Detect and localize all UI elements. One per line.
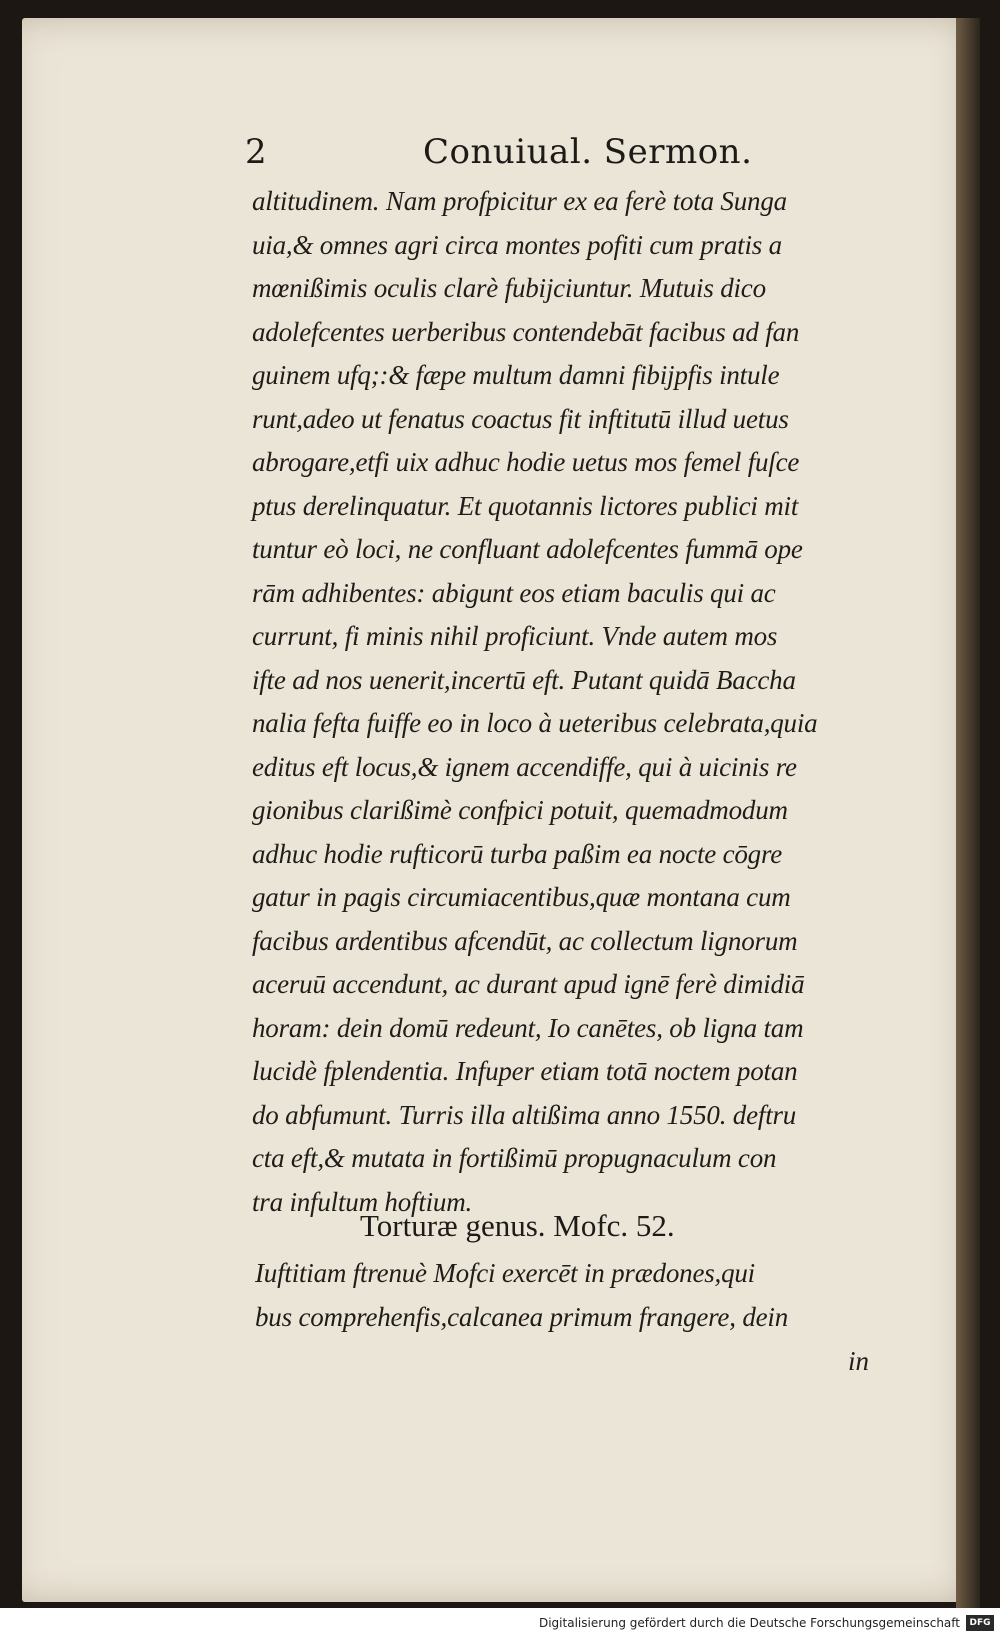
text-line: altitudinem. Nam profpicitur ex ea ferè tota Sunga [252,186,787,216]
text-line: abrogare,etfi uix adhuc hodie uetus mos femel fuſce [252,447,800,477]
text-line: aceruū accendunt, ac durant apud ignē ferè dimidiā [252,969,805,999]
text-line: rām adhibentes: abigunt eos etiam baculis qui ac [252,577,776,608]
footer-credit: Digitalisierung gefördert durch die Deutsche Forschungsgemeinschaft [538,1616,960,1630]
text-line: tra infultum hoftium. [252,1186,473,1217]
text-line: adhuc hodie rufticorū turba paßim ea nocte cōgre [252,838,783,869]
text-line: guinem ufq;:& fæpe multum damni fibijpfis intule [252,360,780,390]
text-line: uia,& omnes agri circa montes pofiti cum pratis a [252,229,782,260]
text-line: runt,adeo ut fenatus coactus fit inftitutū illud uetus [252,403,789,434]
page-header [245,132,765,178]
text-line: facibus ardentibus afcendūt, ac collectum lignorum [252,925,798,956]
text-line: ifte ad nos uenerit,incertū eft. Putant quidā Baccha [252,664,796,695]
text-line: gionibus clarißimè confpici potuit, quemadmodum [252,795,788,825]
text-line: bus comprehenfis,calcanea primum frangere, dein [255,1301,788,1332]
text-line: currunt, fi minis nihil proficiunt. Vnde autem mos [252,621,778,651]
dfg-logo: DFG [966,1615,994,1631]
text-line: cta eft,& mutata in fortißimū propugnaculum con [252,1143,777,1173]
section-text [255,1252,895,1339]
catchword: in [848,1346,870,1376]
text-line: mœnißimis oculis clarè fubijciuntur. Mutuis dico [252,273,766,303]
page-number: 2 [245,132,267,172]
text-line: Iuftitiam ftrenuè Mofci exercēt in prædones,qui [255,1258,755,1288]
page-edge [956,18,980,1618]
body-text [252,180,892,1224]
text-line: tuntur eò loci, ne confluant adolefcentes fummā ope [252,534,803,564]
text-line: ptus derelinquatur. Et quotannis lictores publici mit [252,490,799,521]
text-line: horam: dein domū redeunt, Io canētes, ob ligna tam [252,1012,804,1043]
text-line: nalia fefta fuiffe eo in loco à ueteribus celebrata,quia [252,708,818,738]
text-line: adolefcentes uerberibus contendebāt facibus ad fan [252,316,800,347]
text-line: gatur in pagis circumiacentibus,quæ montana cum [252,882,791,912]
running-head: Conuiual. Sermon. [423,132,753,172]
footer-bar [0,1608,1000,1640]
text-line: editus eft locus,& ignem accendiffe, qui à uicinis re [252,751,797,782]
text-line: do abfumunt. Turris illa altißima anno 1550. deftru [252,1099,797,1130]
text-line: lucidè fplendentia. Infuper etiam totā noctem potan [252,1056,798,1086]
section-heading: Torturæ genus. Mofc. 52. [360,1208,675,1243]
